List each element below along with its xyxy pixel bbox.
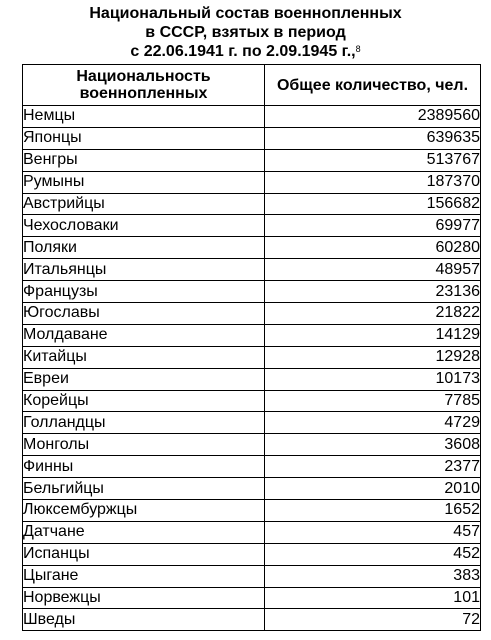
cell-nationality: Люксембуржцы [23,500,265,522]
cell-count: 60280 [265,237,481,259]
cell-nationality: Евреи [23,368,265,390]
cell-count: 21822 [265,303,481,325]
table-row [23,346,481,368]
cell-nationality: Голландцы [23,412,265,434]
table-row [23,609,481,631]
cell-nationality: Цыгане [23,565,265,587]
table-row [23,565,481,587]
cell-count: 12928 [265,346,481,368]
cell-count: 2377 [265,456,481,478]
cell-nationality: Французы [23,281,265,303]
cell-nationality: Норвежцы [23,587,265,609]
cell-nationality: Китайцы [23,346,265,368]
cell-nationality: Бельгийцы [23,478,265,500]
cell-nationality: Японцы [23,127,265,149]
cell-nationality: Финны [23,456,265,478]
cell-nationality: Шведы [23,609,265,631]
cell-nationality: Поляки [23,237,265,259]
cell-nationality: Датчане [23,521,265,543]
cell-nationality: Итальянцы [23,259,265,281]
cell-count: 457 [265,521,481,543]
cell-count: 383 [265,565,481,587]
title-line-2: в СССР, взятых в период [145,24,346,41]
cell-nationality: Венгры [23,149,265,171]
table-row [23,390,481,412]
cell-count: 156682 [265,193,481,215]
table-row [23,106,481,128]
table-row [23,215,481,237]
cell-nationality: Чехословаки [23,215,265,237]
cell-count: 187370 [265,171,481,193]
table-row [23,456,481,478]
table-row [23,149,481,171]
cell-count: 1652 [265,500,481,522]
table-row [23,237,481,259]
title-line-1: Национальный состав военнопленных [89,5,402,22]
cell-nationality: Немцы [23,106,265,128]
table-row [23,368,481,390]
header-total-count: Общее количество, чел. [265,65,481,106]
title-line-3-text: с 22.06.1941 г. по 2.09.1945 г., [130,43,356,60]
cell-nationality: Австрийцы [23,193,265,215]
cell-count: 101 [265,587,481,609]
cell-count: 69977 [265,215,481,237]
cell-count: 14129 [265,324,481,346]
cell-count: 452 [265,543,481,565]
table-row [23,127,481,149]
table-row [23,521,481,543]
cell-nationality: Корейцы [23,390,265,412]
table-row [23,478,481,500]
cell-nationality: Югославы [23,303,265,325]
table-row [23,324,481,346]
header-nationality: Национальность военнопленных [23,65,265,106]
table-row [23,587,481,609]
pow-nationality-table [22,64,481,631]
table-row [23,193,481,215]
cell-count: 7785 [265,390,481,412]
table-row [23,303,481,325]
cell-count: 639635 [265,127,481,149]
table-row [23,259,481,281]
table-header-row [23,65,481,106]
cell-count: 513767 [265,149,481,171]
table-row [23,543,481,565]
cell-nationality: Испанцы [23,543,265,565]
table-row [23,434,481,456]
cell-count: 3608 [265,434,481,456]
title-line-3 [0,42,491,61]
cell-count: 23136 [265,281,481,303]
cell-nationality: Молдаване [23,324,265,346]
cell-count: 4729 [265,412,481,434]
cell-nationality: Монголы [23,434,265,456]
document-title [0,4,491,61]
table-row [23,281,481,303]
footnote-marker: 8 [355,44,361,54]
cell-count: 2389560 [265,106,481,128]
cell-count: 2010 [265,478,481,500]
cell-nationality: Румыны [23,171,265,193]
cell-count: 10173 [265,368,481,390]
cell-count: 48957 [265,259,481,281]
cell-count: 72 [265,609,481,631]
table-row [23,500,481,522]
table-row [23,412,481,434]
table-row [23,171,481,193]
